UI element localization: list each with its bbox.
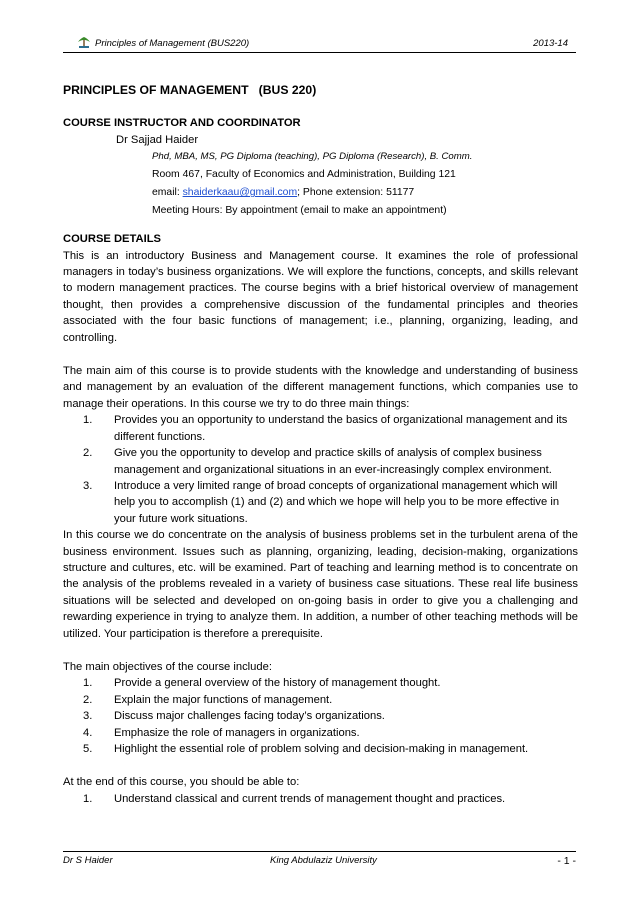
footer-author: Dr S Haider xyxy=(63,855,113,866)
header-divider xyxy=(63,52,576,53)
outcomes-list xyxy=(63,791,578,807)
list-item: 4. Emphasize the role of managers in organizations. xyxy=(83,726,360,739)
list-item: 1. Understand classical and current trends of management thought and practices. xyxy=(83,792,506,805)
phone-extension: ; Phone extension: 51177 xyxy=(297,187,415,199)
list-item: 3. Introduce a very limited range of broad concepts of organizational management which will help you to accomplish (1) and (2) and which we hope will help you to be more effective in your future work situations. xyxy=(83,479,560,525)
instructor-credentials: Phd, MBA, MS, PG Diploma (teaching), PG Diploma (Research), B. Comm. xyxy=(152,151,473,163)
list-item: 2. Give you the opportunity to develop and practice skills of analysis of complex business management and organizational situations in an ever-increasingly complex environment. xyxy=(83,447,552,476)
header-course-title: Principles of Management (BUS220) xyxy=(95,38,250,49)
page-header xyxy=(63,30,576,52)
objectives-list xyxy=(63,675,578,757)
footer-divider xyxy=(63,851,576,852)
instructor-room: Room 467, Faculty of Economics and Administration, Building 121 xyxy=(152,169,456,181)
aims-list xyxy=(63,412,578,527)
details-heading: COURSE DETAILS xyxy=(63,233,161,246)
footer-university: King Abdulaziz University xyxy=(270,855,377,866)
main-aim-paragraph: The main aim of this course is to provide students with the knowledge and understanding of business and management by an evaluation of the different management functions, which companies use to manage their operations. In this course we try to do three main things: xyxy=(63,365,578,410)
email-link[interactable]: shaiderkaau@gmail.com xyxy=(182,187,298,199)
analysis-paragraph: In this course we do concentrate on the analysis of business problems set in the turbulent arena of the business environment. Issues such as planning, organizing, leading, decision-making, organizations structure and cultures, etc. will be examined. Part of teaching and learning method is to concentrate on the analysis of the problems revealed in a variety of business case situations. These real life business situations will be selected and developed on on-going basis in order to give you a challenging and rewarding experience in trying to analyze them. In addition, a number of other teaching methods will be utilized. Your participation is therefore a prerequisite. xyxy=(63,529,578,640)
header-year: 2013-14 xyxy=(533,38,568,49)
email-label: email: xyxy=(152,187,183,199)
instructor-name: Dr Sajjad Haider xyxy=(116,133,199,146)
instructor-heading: COURSE INSTRUCTOR AND COORDINATOR xyxy=(63,117,301,130)
kau-palm-logo-icon xyxy=(77,35,91,49)
list-item: 1. Provides you an opportunity to understand the basics of organizational management and its different functions. xyxy=(83,414,568,443)
list-item: 3. Discuss major challenges facing today’s organizations. xyxy=(83,710,385,723)
page-number: - 1 - xyxy=(557,855,576,867)
list-item: 1. Provide a general overview of the history of management thought. xyxy=(83,677,441,690)
document-title: PRINCIPLES OF MANAGEMENT (BUS 220) xyxy=(63,83,317,97)
list-item: 2. Explain the major functions of management. xyxy=(83,693,333,706)
details-intro-paragraph: This is an introductory Business and Management course. It examines the role of professional managers in today’s business organizations. We will explore the functions, concepts, and skills relevant to modern management practices. The course begins with a brief historical overview of management thought, then provides a comprehensive discussion of the fundamental principles and theories associated with the four basic functions of management; i.e., planning, organizing, leading, and controlling. xyxy=(63,249,578,344)
document-body xyxy=(63,82,578,807)
outcomes-intro: At the end of this course, you should be able to: xyxy=(63,776,300,789)
objectives-intro: The main objectives of the course include: xyxy=(63,660,272,673)
meeting-hours: Meeting Hours: By appointment (email to make an appointment) xyxy=(152,205,447,217)
list-item: 5. Highlight the essential role of problem solving and decision-making in management. xyxy=(83,743,529,755)
instructor-contact xyxy=(152,184,578,202)
